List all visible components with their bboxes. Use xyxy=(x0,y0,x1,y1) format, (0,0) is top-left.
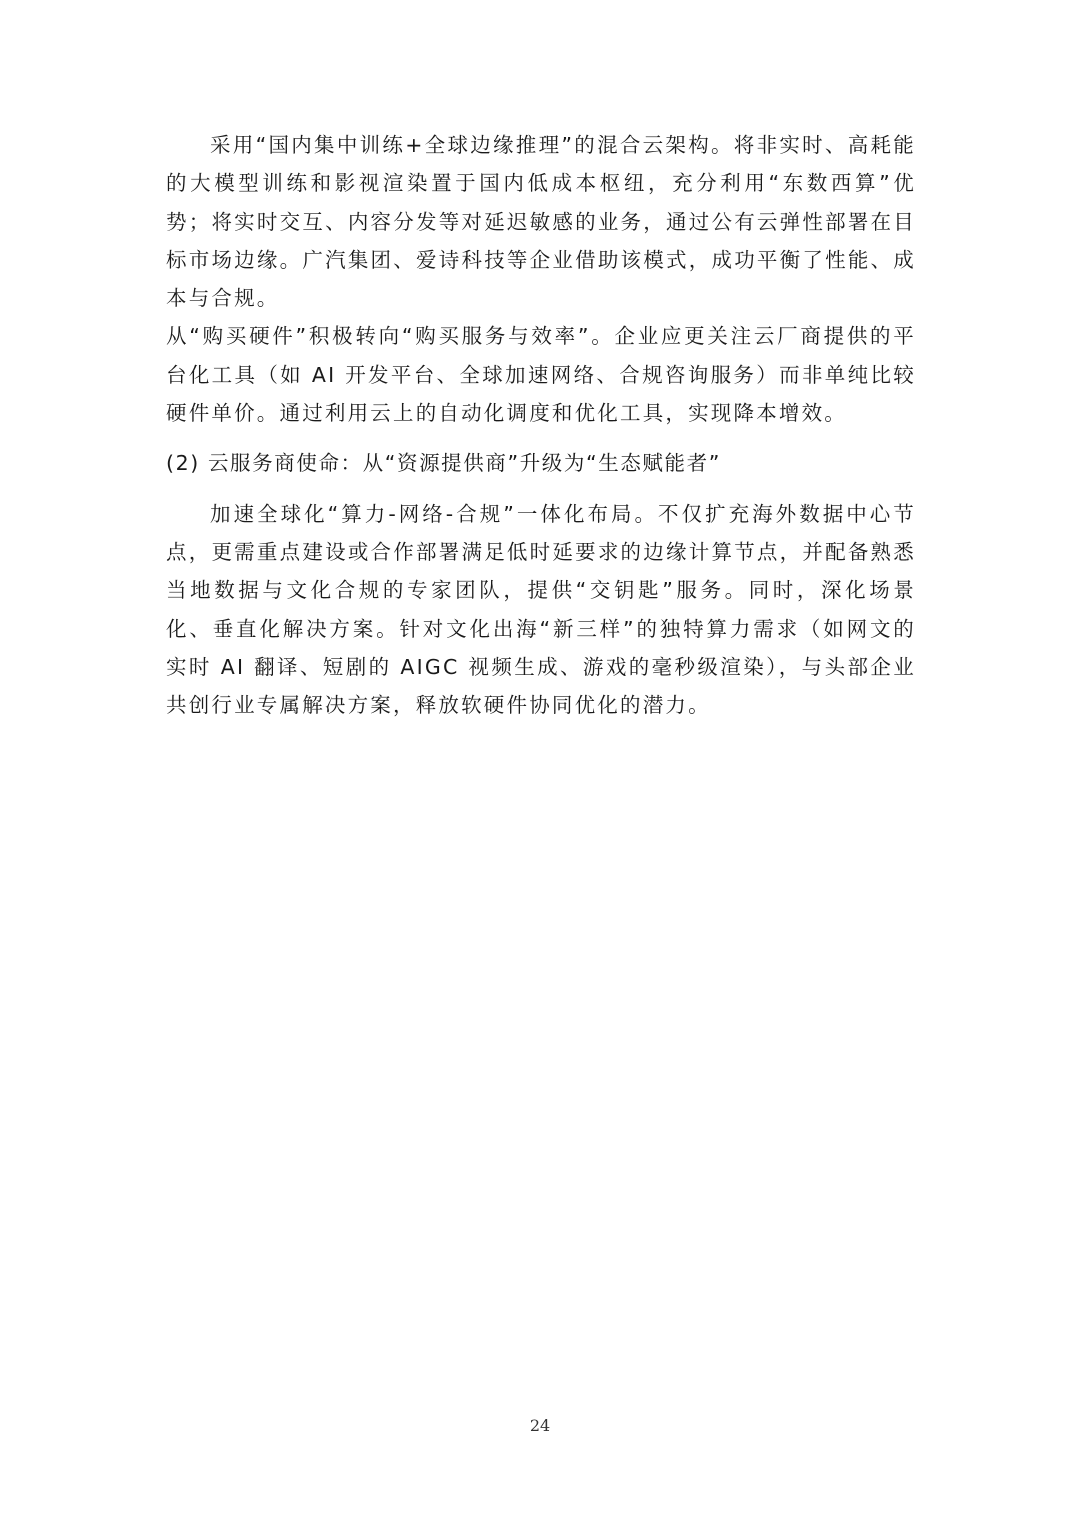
paragraph-global-layout: 加速全球化“算力-网络-合规”一体化布局。不仅扩充海外数据中心节点，更需重点建设或合作部署满足低时延要求的边缘计算节点，并配备熟悉当地数据与文化合规的专家团队，提供“交钥匙”服务。同时，深化场景化、垂直化解决方案。针对文化出海“新三样”的独特算力需求（如网文的实时 AI 翻译、短剧的 AIGC 视频生成、游戏的毫秒级渲染），与头部企业共创行业专属解决方案，释放软硬件协同优化的潜力。 xyxy=(166,501,916,718)
paragraph-buy-services: 从“购买硬件”积极转向“购买服务与效率”。企业应更关注云厂商提供的平台化工具（如 AI 开发平台、全球加速网络、合规咨询服务）而非单纯比较硬件单价。通过利用云上的自动化调度和优化工具，实现降本增效。 xyxy=(166,324,916,426)
page-number: 24 xyxy=(529,1416,551,1435)
paragraph-hybrid-cloud: 采用“国内集中训练+全球边缘推理”的混合云架构。将非实时、高耗能的大模型训练和影视渲染置于国内低成本枢纽，充分利用“东数西算”优势；将实时交互、内容分发等对延迟敏感的业务，通过公有云弹性部署在目标市场边缘。广汽集团、爱诗科技等企业借助该模式，成功平衡了性能、成本与合规。 xyxy=(166,133,916,311)
section-heading: (2) 云服务商使命：从“资源提供商”升级为“生态赋能者” xyxy=(166,451,721,476)
body-content xyxy=(166,126,916,724)
